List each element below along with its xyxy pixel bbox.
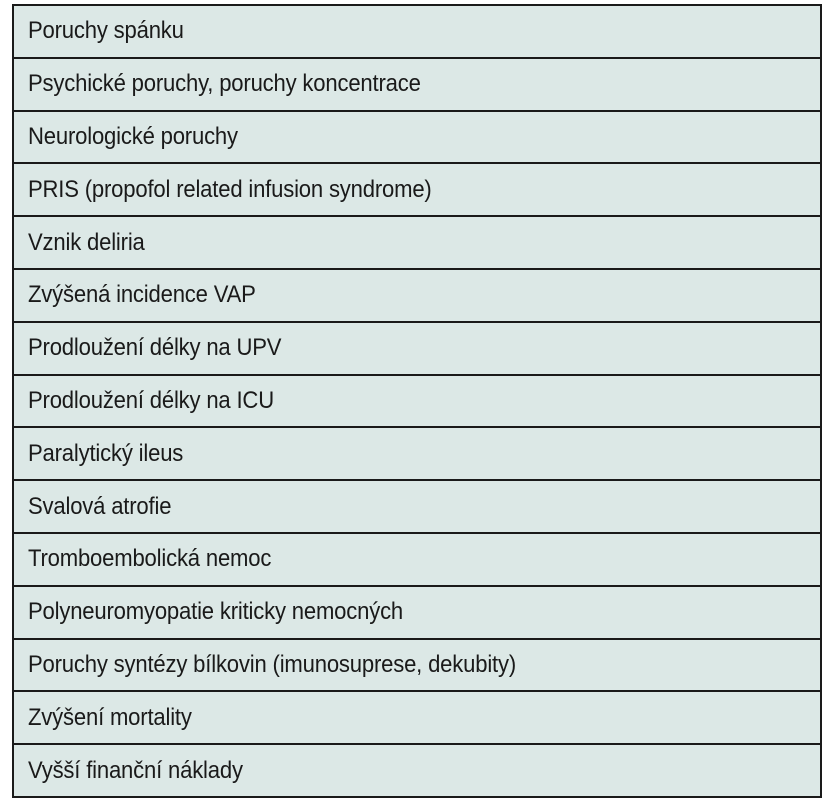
table-row xyxy=(13,269,821,322)
table-cell xyxy=(13,533,821,586)
cell-text: Prodloužení délky na UPV xyxy=(28,334,282,362)
cell-text: Zvýšení mortality xyxy=(28,703,192,731)
table-row xyxy=(13,163,821,216)
cell-text: Neurologické poruchy xyxy=(28,122,238,150)
table-cell xyxy=(13,216,821,269)
table-row xyxy=(13,375,821,428)
table-row xyxy=(13,639,821,692)
table-row xyxy=(13,533,821,586)
cell-text: Poruchy spánku xyxy=(28,17,184,45)
table-cell xyxy=(13,744,821,797)
table-row xyxy=(13,58,821,111)
cell-text: Poruchy syntézy bílkovin (imunosuprese, dekubity) xyxy=(28,650,517,678)
cell-text: PRIS (propofol related infusion syndrome) xyxy=(28,175,432,203)
table-row xyxy=(13,111,821,164)
table-cell xyxy=(13,58,821,111)
table-row xyxy=(13,427,821,480)
table-row xyxy=(13,744,821,797)
table-cell xyxy=(13,480,821,533)
complications-table xyxy=(12,4,822,798)
table-cell xyxy=(13,5,821,58)
table-row xyxy=(13,322,821,375)
table-row xyxy=(13,5,821,58)
table-cell xyxy=(13,375,821,428)
table-cell xyxy=(13,691,821,744)
table-row xyxy=(13,586,821,639)
cell-text: Paralytický ileus xyxy=(28,439,184,467)
cell-text: Vyšší finanční náklady xyxy=(28,756,243,784)
table-row xyxy=(13,691,821,744)
table-cell xyxy=(13,322,821,375)
cell-text: Vznik deliria xyxy=(28,228,145,256)
table-row xyxy=(13,216,821,269)
table-cell xyxy=(13,163,821,216)
complications-table-container xyxy=(12,4,822,798)
table-cell xyxy=(13,639,821,692)
cell-text: Zvýšená incidence VAP xyxy=(28,281,256,309)
table-cell xyxy=(13,586,821,639)
cell-text: Psychické poruchy, poruchy koncentrace xyxy=(28,70,421,98)
cell-text: Polyneuromyopatie kriticky nemocných xyxy=(28,598,404,626)
complications-table-body xyxy=(13,5,821,797)
table-row xyxy=(13,480,821,533)
table-cell xyxy=(13,427,821,480)
table-cell xyxy=(13,111,821,164)
table-cell xyxy=(13,269,821,322)
cell-text: Tromboembolická nemoc xyxy=(28,545,272,573)
cell-text: Svalová atrofie xyxy=(28,492,172,520)
cell-text: Prodloužení délky na ICU xyxy=(28,386,274,414)
